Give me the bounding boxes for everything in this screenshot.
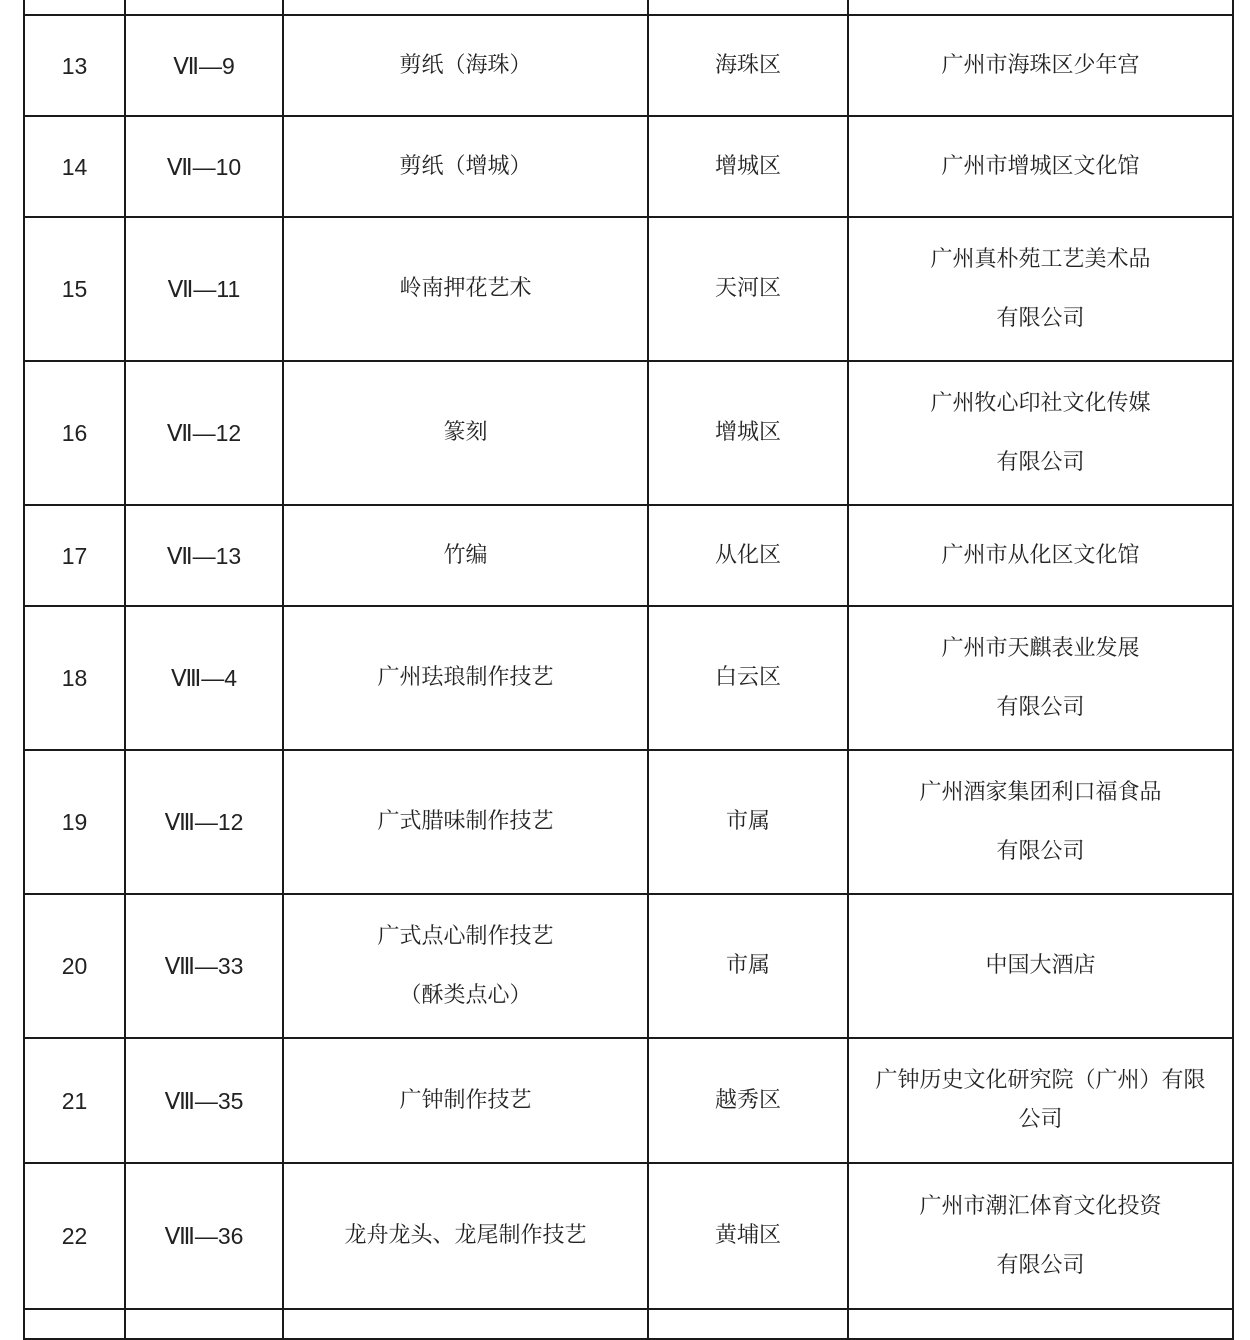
unit-line: 公司 (1018, 1107, 1063, 1132)
cell-district: 越秀区 (648, 1038, 848, 1163)
cell-code: Ⅷ—4 (125, 606, 283, 750)
cell-index: 14 (24, 116, 125, 217)
project-name-line: 岭南押花艺术 (399, 276, 532, 301)
cell-index: 22 (24, 1163, 125, 1309)
unit-line: 广州酒家集团利口福食品 (919, 779, 1162, 805)
cell-project-name (283, 217, 648, 361)
cell-project-name (283, 361, 648, 505)
cell-district: 增城区 (648, 361, 848, 505)
project-name-line: 广州珐琅制作技艺 (377, 665, 554, 690)
table-row (24, 750, 1233, 894)
project-name-line: 龙舟龙头、龙尾制作技艺 (344, 1223, 587, 1248)
table-row-partial-top (24, 0, 1233, 15)
table-row (24, 1163, 1233, 1309)
cell-district: 市属 (648, 894, 848, 1038)
cell-district: 黄埔区 (648, 1163, 848, 1309)
unit-line: 广州市从化区文化馆 (941, 542, 1140, 568)
cell-index: 21 (24, 1038, 125, 1163)
project-name-line: 剪纸（增城） (399, 153, 532, 179)
cell-unit (848, 1163, 1233, 1309)
cell-unit (848, 505, 1233, 606)
project-name-line: 篆刻 (443, 420, 488, 445)
project-name-line: （酥类点心） (399, 982, 532, 1008)
cell-empty (125, 0, 283, 15)
cell-unit (848, 1038, 1233, 1163)
table-row (24, 1038, 1233, 1163)
cell-project-name (283, 894, 648, 1038)
heritage-table-container (23, 0, 1232, 1340)
cell-index: 15 (24, 217, 125, 361)
cell-code: Ⅶ—12 (125, 361, 283, 505)
unit-line: 有限公司 (996, 449, 1085, 475)
cell-code: Ⅷ—35 (125, 1038, 283, 1163)
cell-district: 海珠区 (648, 15, 848, 116)
cell-district: 从化区 (648, 505, 848, 606)
unit-line: 有限公司 (996, 1252, 1085, 1278)
project-name-line: 广式腊味制作技艺 (377, 809, 554, 834)
cell-code: Ⅷ—36 (125, 1163, 283, 1309)
cell-project-name (283, 116, 648, 217)
cell-code: Ⅷ—33 (125, 894, 283, 1038)
unit-line: 广州市海珠区少年宫 (941, 52, 1140, 78)
cell-index: 13 (24, 15, 125, 116)
project-name-line: 竹编 (443, 542, 488, 568)
unit-line: 广钟历史文化研究院（广州）有限 (875, 1068, 1206, 1093)
table-row (24, 217, 1233, 361)
cell-unit (848, 894, 1233, 1038)
cell-index: 18 (24, 606, 125, 750)
unit-line: 中国大酒店 (985, 953, 1096, 978)
table-row (24, 361, 1233, 505)
unit-line: 有限公司 (996, 694, 1085, 720)
cell-index: 20 (24, 894, 125, 1038)
project-name-line: 广式点心制作技艺 (377, 923, 554, 949)
unit-line: 有限公司 (996, 305, 1085, 331)
cell-empty (283, 0, 648, 15)
cell-index: 17 (24, 505, 125, 606)
cell-unit (848, 606, 1233, 750)
cell-unit (848, 116, 1233, 217)
unit-line: 有限公司 (996, 838, 1085, 864)
unit-line: 广州真朴苑工艺美术品 (930, 246, 1151, 272)
table-row (24, 505, 1233, 606)
cell-district: 白云区 (648, 606, 848, 750)
cell-unit (848, 217, 1233, 361)
unit-line: 广州市增城区文化馆 (941, 153, 1140, 179)
table-row (24, 606, 1233, 750)
table-row (24, 116, 1233, 217)
unit-line: 广州市潮汇体育文化投资 (919, 1193, 1162, 1219)
cell-project-name (283, 15, 648, 116)
cell-index: 16 (24, 361, 125, 505)
cell-district: 天河区 (648, 217, 848, 361)
cell-project-name (283, 606, 648, 750)
cell-empty (648, 0, 848, 15)
cell-code: Ⅶ—13 (125, 505, 283, 606)
cell-project-name (283, 1038, 648, 1163)
cell-code: Ⅷ—12 (125, 750, 283, 894)
cell-district: 增城区 (648, 116, 848, 217)
cell-code: Ⅶ—9 (125, 15, 283, 116)
cell-unit (848, 15, 1233, 116)
project-name-line: 剪纸（海珠） (399, 52, 532, 78)
cell-project-name (283, 750, 648, 894)
cell-code: Ⅶ—10 (125, 116, 283, 217)
cell-index: 19 (24, 750, 125, 894)
heritage-projects-table (23, 0, 1234, 1340)
table-row (24, 894, 1233, 1038)
table-row (24, 15, 1233, 116)
cell-project-name (283, 505, 648, 606)
cell-district: 市属 (648, 750, 848, 894)
cell-project-name (283, 1163, 648, 1309)
unit-line: 广州市天麒表业发展 (941, 635, 1140, 661)
unit-line: 广州牧心印社文化传媒 (930, 390, 1151, 416)
cell-unit (848, 361, 1233, 505)
cell-empty (24, 0, 125, 15)
cell-empty (848, 0, 1233, 15)
project-name-line: 广钟制作技艺 (399, 1087, 532, 1113)
cell-unit (848, 750, 1233, 894)
cell-code: Ⅶ—11 (125, 217, 283, 361)
